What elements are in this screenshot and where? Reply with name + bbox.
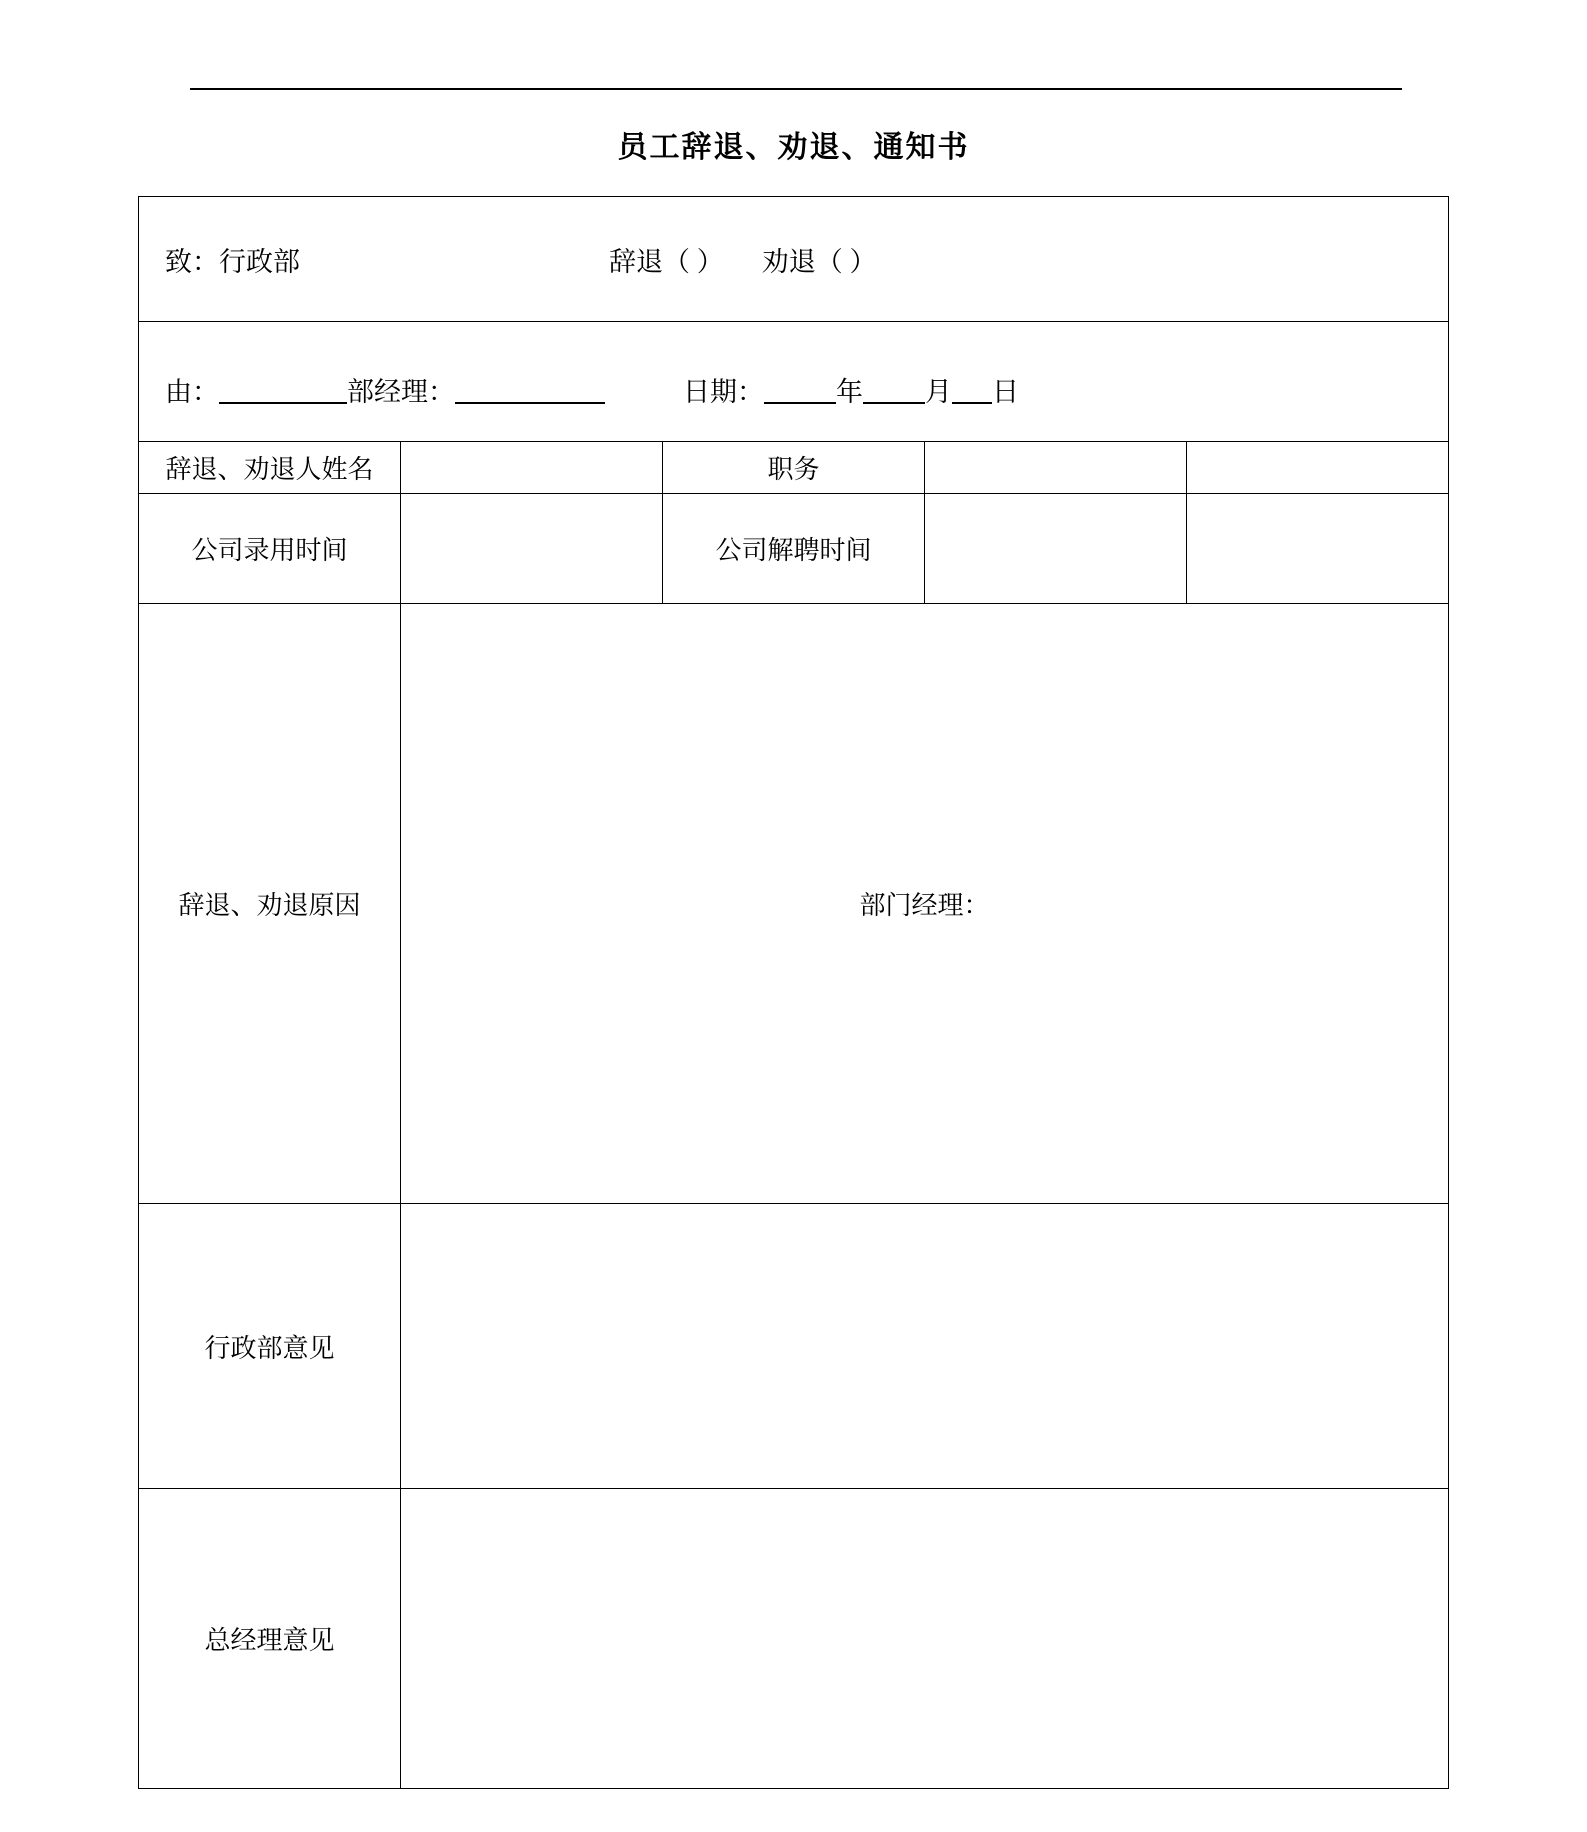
- year-label: 年: [836, 377, 863, 407]
- admin-opinion-label: 行政部意见: [139, 1204, 401, 1489]
- name-row-extra-cell: [1187, 442, 1449, 494]
- to-cell: [139, 197, 1449, 322]
- dept-manager-label: 部经理：: [347, 377, 455, 407]
- position-value[interactable]: [925, 442, 1187, 494]
- table-row-to: [139, 197, 1449, 322]
- to-label: 致：行政部: [165, 246, 300, 277]
- dismiss-time-value[interactable]: [925, 494, 1187, 604]
- from-dept-input[interactable]: [219, 376, 347, 404]
- position-label: 职务: [663, 442, 925, 494]
- hire-time-label: 公司录用时间: [139, 494, 401, 604]
- reason-content[interactable]: 部门经理：: [401, 604, 1449, 1204]
- date-label: 日期：: [683, 377, 764, 407]
- dismissal-notice-table: [138, 196, 1449, 1789]
- hire-time-value[interactable]: [401, 494, 663, 604]
- day-input[interactable]: [952, 376, 992, 404]
- dismiss-time-label: 公司解聘时间: [663, 494, 925, 604]
- gm-opinion-content[interactable]: [401, 1489, 1449, 1789]
- admin-opinion-content[interactable]: [401, 1204, 1449, 1489]
- name-label: 辞退、劝退人姓名: [139, 442, 401, 494]
- table-row-gm-opinion: [139, 1489, 1449, 1789]
- persuade-option[interactable]: 劝退（ ）: [761, 246, 877, 277]
- hire-row-extra-cell: [1187, 494, 1449, 604]
- table-row-hire: [139, 494, 1449, 604]
- from-cell: [139, 322, 1449, 442]
- month-label: 月: [925, 377, 952, 407]
- reason-label: 辞退、劝退原因: [139, 604, 401, 1204]
- table-row-admin-opinion: [139, 1204, 1449, 1489]
- year-input[interactable]: [764, 376, 836, 404]
- page-title: 员工辞退、劝退、通知书: [617, 131, 970, 164]
- day-label: 日: [992, 377, 1019, 407]
- dismiss-option[interactable]: 辞退（ ）: [609, 246, 724, 277]
- table-row-from: [139, 322, 1449, 442]
- name-value[interactable]: [401, 442, 663, 494]
- month-input[interactable]: [863, 376, 925, 404]
- dept-manager-input[interactable]: [455, 376, 605, 404]
- from-label: 由：: [165, 377, 219, 407]
- table-row-reason: [139, 604, 1449, 1204]
- table-row-name: [139, 442, 1449, 494]
- header-rule: [190, 88, 1402, 90]
- gm-opinion-label: 总经理意见: [139, 1489, 401, 1789]
